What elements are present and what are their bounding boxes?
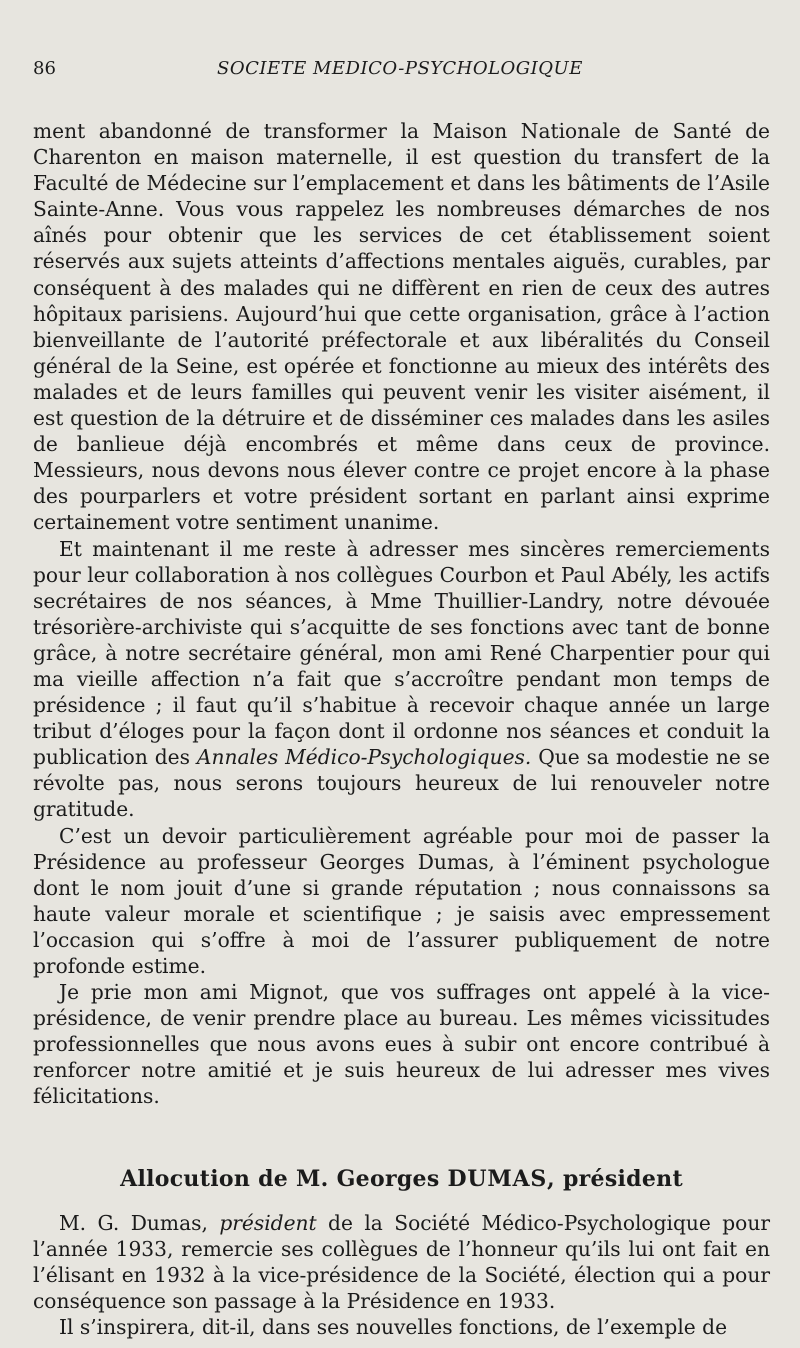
journal-title: Annales Médico-Psychologiques. — [196, 745, 532, 770]
heading-suffix: , président — [547, 1165, 683, 1192]
section-heading — [33, 1166, 770, 1192]
heading-name: DUMAS — [447, 1165, 548, 1192]
paragraph-inspiration: Il s’inspirera, dit-il, dans ses nouvelles fonctions, de l’exemple de — [59, 1315, 728, 1340]
paragraph-start: M. G. Dumas, — [59, 1210, 220, 1235]
paragraph-text: Et maintenant il me reste à adresser mes sincères remerciements pour leur collaboration à nos collègues Courbon et Paul Abély, les actifs secrétaires de nos séances, à Mme Thuillier-Landry, notre dévouée trésorière-archiviste qui s’acquitte de ses fonctions avec tant de bonne grâce, à notre secrétaire général, mon ami René Charpentier pour qui ma vieille affection n’a fait que s’accroître pendant mon temps de présidence ; il faut qu’il s’habitue à recevoir chaque année un large tribut d’éloges pour la façon dont il ordonne nos séances et conduit la publication des — [33, 536, 770, 770]
paragraph-vice-presidence: Je prie mon ami Mignot, que vos suffrages ont appelé à la vice-présidence, de venir prendre place au bureau. Les mêmes vicissitudes professionnelles que nous avons eues à subir ont encore contribué à renforcer notre amitié et je suis heureux de lui adresser mes vives félicitations. — [33, 980, 770, 1109]
paragraph-remerciements — [33, 536, 770, 823]
paragraph-presidence: C’est un devoir particulièrement agréable pour moi de passer la Présidence au professeur Georges Dumas, à l’éminent psychologue dont le nom jouit d’une si grande réputation ; nous connaissons sa haute valeur morale et scientifique ; je saisis avec empressement l’occasion qui s’offre à moi de l’assurer publiquement de notre profonde estime. — [33, 823, 770, 978]
paragraph-charenton: ment abandonné de transformer la Maison Nationale de Santé de Charenton en maison maternelle, il est question du transfert de la Faculté de Médecine sur l’emplacement et dans les bâtiments de l’Asile Sainte-Anne. Vous vous rappelez les nombreuses démarches de nos aînés pour obtenir que les services de cet établissement soient réservés aux sujets atteints d’affections mentales aiguës, curables, par conséquent à des malades qui ne diffèrent en rien de ceux des autres hôpitaux parisiens. Aujourd’hui que cette organisation, grâce à l’action bienveillante de l’autorité préfectorale et aux libéralités du Conseil général de la Seine, est opérée et fonctionne au mieux des intérêts des malades et de leurs familles qui peuvent venir les visiter aisément, il est question de la détruire et de disséminer ces malades dans les asiles de banlieue déjà encombrés et même dans ceux de province. Messieurs, nous devons nous élever contre ce projet encore à la phase des pourparlers et votre président sortant en parlant ainsi exprime certainement votre sentiment unanime. — [33, 119, 770, 535]
body-text — [33, 118, 770, 1340]
paragraph-text-tail: Que sa modestie ne se révolte pas, nous serons toujours heureux de lui renouveler notre gratitude. — [33, 745, 770, 822]
heading-prefix: Allocution de M. Georges — [120, 1165, 448, 1192]
paragraph-rest: de la Société Médico-Psychologique pour l’année 1933, remercie ses collègues de l’honneur qu’ils lui ont fait en l’élisant en 1932 à la vice-présidence de la Société, élection qui a pour conséquence son passage à la Présidence en 1933. — [33, 1210, 770, 1313]
running-header — [33, 52, 770, 88]
italic-president: président — [219, 1210, 317, 1235]
page-number: 86 — [33, 58, 56, 79]
running-title: SOCIETE MEDICO-PSYCHOLOGIQUE — [217, 58, 583, 79]
paragraph-dumas — [33, 1210, 770, 1314]
